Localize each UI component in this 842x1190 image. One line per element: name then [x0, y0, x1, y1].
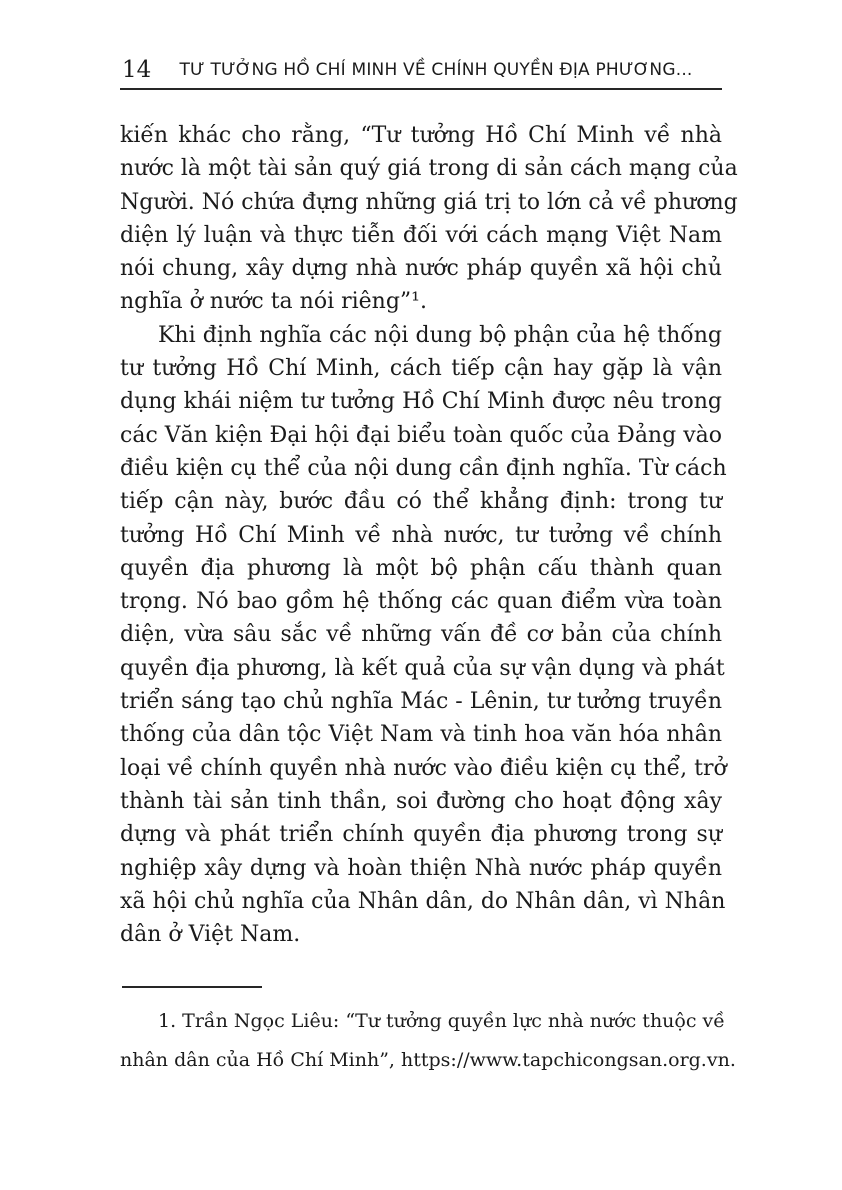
body-line: dựng và phát triển chính quyền địa phương trong sự	[120, 822, 722, 848]
running-header	[120, 56, 722, 84]
footnote-line: 1. Trần Ngọc Liêu: “Tư tưởng quyền lực nhà nước thuộc về	[158, 1010, 725, 1032]
body-line: dụng khái niệm tư tưởng Hồ Chí Minh được nêu trong	[120, 389, 722, 415]
body-line: thống của dân tộc Việt Nam và tinh hoa văn hóa nhân	[120, 722, 722, 748]
footnote	[120, 1002, 736, 1080]
body-line: triển sáng tạo chủ nghĩa Mác - Lênin, tư tưởng truyền	[120, 689, 722, 715]
footnote-line: nhân dân của Hồ Chí Minh”, https://www.tapchicongsan.org.vn.	[120, 1049, 736, 1071]
footnote-separator	[122, 986, 262, 988]
body-line: nghĩa ở nước ta nói riêng”¹.	[120, 289, 427, 315]
body-line: thành tài sản tinh thần, soi đường cho hoạt động xây	[120, 788, 722, 814]
body-line: dân ở Việt Nam.	[120, 922, 301, 948]
body-line: diện lý luận và thực tiễn đối với cách mạng Việt Nam	[120, 222, 722, 248]
body-text	[120, 119, 738, 951]
body-line: diện, vừa sâu sắc về những vấn đề cơ bản của chính	[120, 622, 722, 648]
body-line: nghiệp xây dựng và hoàn thiện Nhà nước pháp quyền	[120, 855, 722, 881]
body-line: nói chung, xây dựng nhà nước pháp quyền xã hội chủ	[120, 256, 722, 282]
body-line: Khi định nghĩa các nội dung bộ phận của hệ thống	[158, 322, 722, 348]
running-title: TƯ TƯỞNG HỒ CHÍ MINH VỀ CHÍNH QUYỀN ĐỊA PHƯƠNG...	[179, 60, 693, 80]
paragraph	[120, 119, 738, 319]
paragraph	[120, 319, 727, 952]
body-line: điều kiện cụ thể của nội dung cần định nghĩa. Từ cách	[120, 455, 727, 481]
body-line: loại về chính quyền nhà nước vào điều kiện cụ thể, trở	[120, 755, 727, 781]
body-line: kiến khác cho rằng, “Tư tưởng Hồ Chí Minh về nhà	[120, 123, 722, 148]
body-line: quyền địa phương, là kết quả của sự vận dụng và phát	[120, 655, 725, 681]
body-line: các Văn kiện Đại hội đại biểu toàn quốc của Đảng vào	[120, 422, 722, 448]
body-line: trọng. Nó bao gồm hệ thống các quan điểm vừa toàn	[120, 589, 722, 615]
body-line: nước là một tài sản quý giá trong di sản cách mạng của	[120, 156, 738, 182]
header-rule	[120, 88, 722, 90]
body-line: tưởng Hồ Chí Minh về nhà nước, tư tưởng về chính	[120, 522, 722, 548]
body-line: tiếp cận này, bước đầu có thể khẳng định: trong tư	[120, 489, 722, 515]
body-line: Người. Nó chứa đựng những giá trị to lớn cả về phương	[120, 189, 738, 215]
body-line: quyền địa phương là một bộ phận cấu thành quan	[120, 555, 722, 581]
body-line: xã hội chủ nghĩa của Nhân dân, do Nhân dân, vì Nhân	[120, 888, 726, 914]
body-line: tư tưởng Hồ Chí Minh, cách tiếp cận hay gặp là vận	[120, 356, 722, 382]
page-number: 14	[122, 57, 152, 83]
